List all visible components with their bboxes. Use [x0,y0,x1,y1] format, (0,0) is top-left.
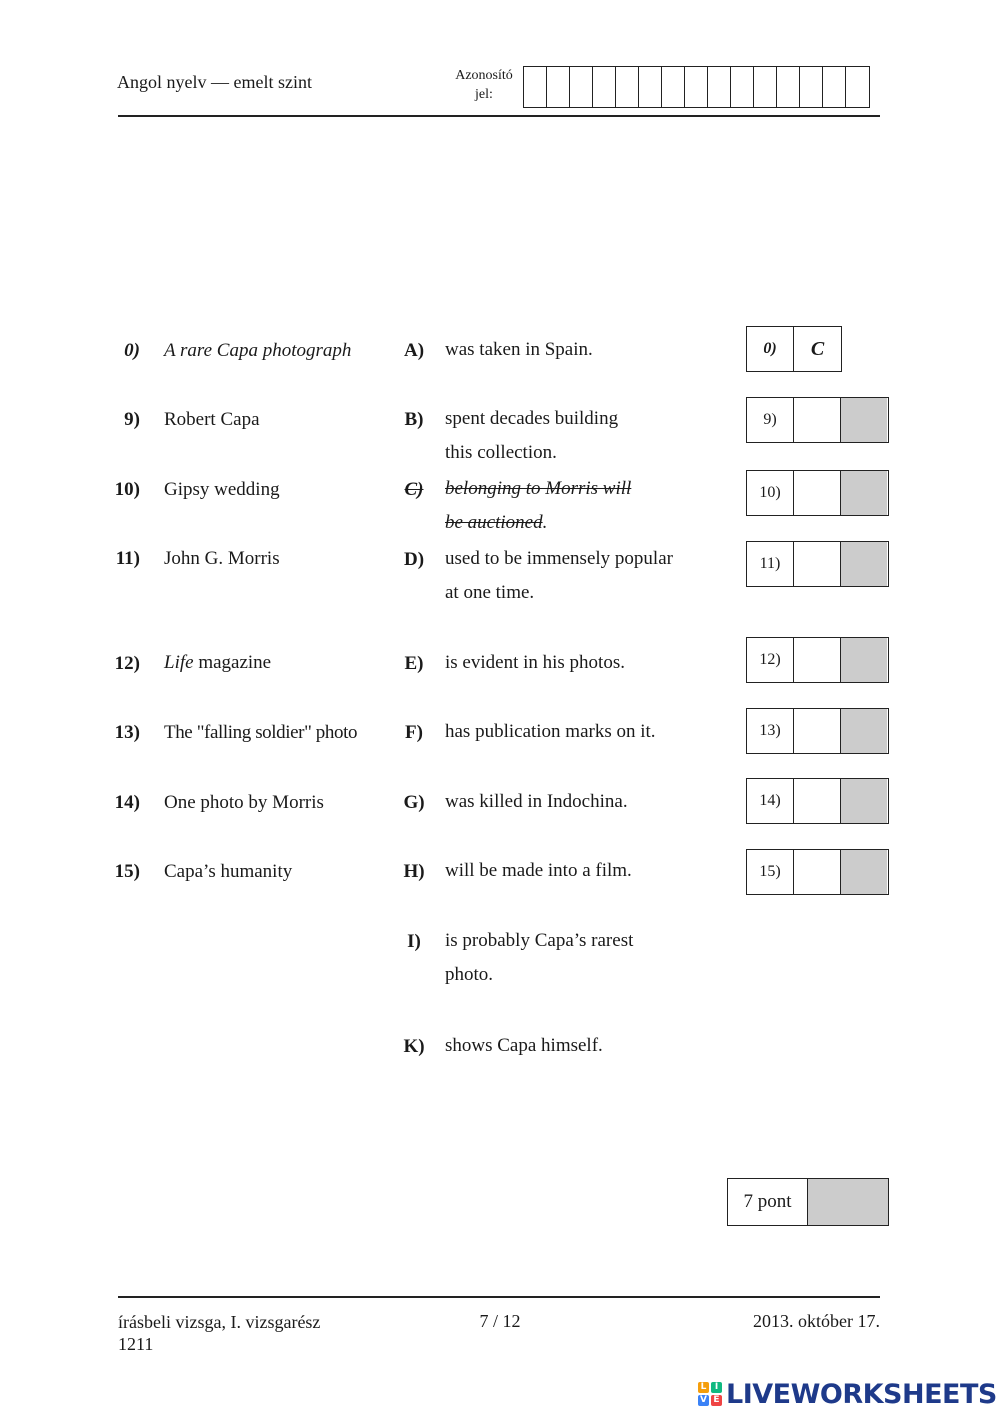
sentence-beginning: One photo by Morris [164,792,324,813]
answer-label: 9) [747,398,794,442]
answer-input[interactable] [794,709,841,753]
sentence-ending: is probably Capa’s rarest photo. [445,930,634,985]
header-title: Angol nyelv — emelt szint [117,72,312,92]
sentence-ending: was taken in Spain. [445,339,593,360]
id-cell[interactable] [708,67,731,107]
answer-label: 0) [747,327,794,371]
id-cell[interactable] [524,67,547,107]
answer-input[interactable] [794,638,841,682]
id-cell[interactable] [616,67,639,107]
row-number: 11) [115,548,140,569]
ending-letter: B) [404,409,424,430]
answer-input[interactable] [794,542,841,586]
row-number: 14) [114,792,140,813]
id-cell[interactable] [593,67,616,107]
sentence-ending: has publication marks on it. [445,721,656,742]
id-cell[interactable] [662,67,685,107]
answer-label: 12) [747,638,794,682]
sentence-beginning: Capa’s humanity [164,861,293,882]
answer-input[interactable] [794,398,841,442]
exam-date: 2013. október 17. [753,1311,880,1331]
answer-label: 15) [747,850,794,894]
row-number: 13) [114,722,140,743]
sentence-ending: will be made into a film. [445,860,632,881]
logo-mark-icon: L I V E [698,1382,722,1406]
answer-input[interactable] [794,850,841,894]
ending-letter: F) [405,722,423,743]
score-cell [841,709,887,753]
id-cell[interactable] [639,67,662,107]
footer-left: írásbeli vizsga, I. vizsgarész 1211 [118,1312,321,1354]
answer-label: 11) [747,542,794,586]
answer-label: 13) [747,709,794,753]
answer-box-13 [746,708,889,754]
row-number: 15) [114,861,140,882]
answer-input[interactable] [794,779,841,823]
id-boxes[interactable] [523,66,870,108]
answer-box-10 [746,470,889,516]
answer-box-11 [746,541,889,587]
ending-letter-used: C) [404,479,424,500]
sentence-ending: was killed in Indochina. [445,791,628,812]
score-cell [841,850,887,894]
ending-letter: H) [403,861,425,882]
ending-letter: D) [403,549,425,570]
id-cell[interactable] [846,67,869,107]
sentence-beginning: The "falling soldier" photo [164,722,358,743]
liveworksheets-logo[interactable] [698,1378,997,1410]
score-cell [808,1179,888,1225]
sentence-ending: is evident in his photos. [445,652,625,673]
answer-box-9 [746,397,889,443]
id-cell[interactable] [547,67,570,107]
row-number: 10) [114,479,140,500]
answer-value: C [810,337,825,360]
id-cell[interactable] [570,67,593,107]
id-cell[interactable] [800,67,823,107]
id-cell[interactable] [823,67,846,107]
answer-label: 10) [747,471,794,515]
id-cell[interactable] [685,67,708,107]
id-cell[interactable] [777,67,800,107]
sentence-ending: spent decades building this collection. [445,408,619,463]
footer-rule [118,1296,880,1298]
ending-letter: G) [403,792,425,813]
score-label: 7 pont [728,1179,808,1225]
id-cell[interactable] [731,67,754,107]
answer-box-example [746,326,842,372]
page-number: 7 / 12 [479,1311,521,1331]
header-rule [118,115,880,117]
score-cell [841,471,887,515]
sentence-beginning: Life magazine [164,652,272,673]
ending-letter: A) [403,340,425,361]
sentence-beginning: Gipsy wedding [164,479,280,500]
answer-box-12 [746,637,889,683]
score-cell [841,779,887,823]
ending-letter: I) [407,931,421,952]
score-cell [841,542,887,586]
answer-input[interactable] [794,471,841,515]
score-cell [841,398,887,442]
sentence-ending-used: belonging to Morris will be auctioned. [445,478,632,533]
ending-letter: K) [403,1036,425,1057]
row-number: 0) [124,340,140,361]
sentence-ending: shows Capa himself. [445,1035,603,1056]
sentence-ending: used to be immensely popular at one time. [445,548,673,603]
answer-box-15 [746,849,889,895]
ending-letter: E) [404,653,424,674]
id-label: Azonosító jel: [455,68,513,102]
sentence-beginning: A rare Capa photograph [164,340,352,361]
sentence-beginning: John G. Morris [164,548,280,569]
total-score-box [727,1178,889,1226]
id-cell[interactable] [754,67,777,107]
logo-text: LIVEWORKSHEETS [726,1378,997,1410]
answer-label: 14) [747,779,794,823]
row-number: 12) [114,653,140,674]
sentence-beginning: Robert Capa [164,409,260,430]
score-cell [841,638,887,682]
answer-box-14 [746,778,889,824]
row-number: 9) [124,409,140,430]
